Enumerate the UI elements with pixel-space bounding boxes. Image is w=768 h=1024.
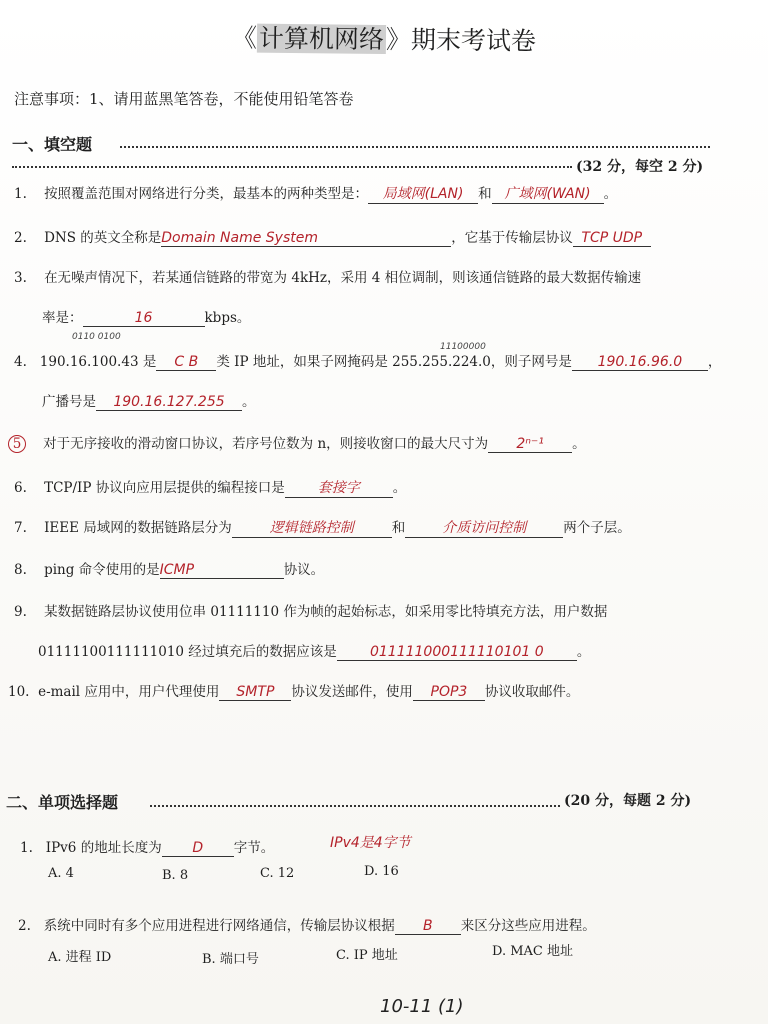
question-9: 9. 某数据链路层协议使用位串 01111110 作为帧的起始标志，如采用零比特填充方法，用户数据 bbox=[14, 604, 608, 620]
answer-7a[interactable]: 逻辑链路控制 bbox=[232, 517, 392, 538]
answer-7b[interactable]: 介质访问控制 bbox=[405, 517, 563, 538]
pencil-note-binary: 0110 0100 bbox=[72, 332, 121, 342]
page-number: 10-11 (1) bbox=[380, 996, 464, 1017]
question-1: 1. 按照覆盖范围对网络进行分类，最基本的两种类型是： 局域网(LAN) 和 广域网(WAN) 。 bbox=[14, 182, 617, 204]
question-8: 8. ping 命令使用的是ICMP 协议。 bbox=[14, 562, 325, 578]
choice-question-2: 2. 系统中同时有多个应用进程进行网络通信，传输层协议根据 B 来区分这些应用进程。 bbox=[18, 918, 596, 934]
choice-1-option-c[interactable]: C. 12 bbox=[260, 866, 295, 881]
answer-4c[interactable]: 190.16.127.255 bbox=[96, 394, 242, 411]
answer-4b[interactable]: 190.16.96.0 bbox=[572, 354, 708, 371]
choice-1-option-a[interactable]: A. 4 bbox=[48, 866, 74, 881]
question-7: 7. IEEE 局域网的数据链路层分为 逻辑链路控制 和 介质访问控制 两个子层。 bbox=[14, 516, 631, 538]
answer-1a[interactable]: 局域网(LAN) bbox=[368, 183, 478, 204]
answer-10b[interactable]: POP3 bbox=[413, 684, 485, 701]
question-3-line-2: 率是： 16 kbps。 bbox=[42, 310, 251, 326]
answer-5[interactable]: 2ⁿ⁻¹ bbox=[488, 436, 572, 453]
section-1-leader-2 bbox=[12, 166, 572, 168]
section-2-score: (20 分，每题 2 分) bbox=[564, 793, 692, 809]
page-title: 《计算机网络》期末考试卷 bbox=[231, 23, 537, 56]
question-6: 6. TCP/IP 协议向应用层提供的编程接口是 套接字 。 bbox=[14, 476, 406, 498]
question-4: 4. 190.16.100.43 是 C B 类 IP 地址，如果子网掩码是 255.255.224.0，则子网号是 190.16.96.0 ， bbox=[14, 354, 722, 370]
choice-answer-1[interactable]: D bbox=[162, 840, 234, 857]
answer-2b[interactable]: TCP UDP bbox=[573, 230, 651, 247]
pencil-note-mask: 11100000 bbox=[440, 342, 486, 352]
question-3: 3. 在无噪声情况下，若某通信链路的带宽为 4kHz，采用 4 相位调制，则该通信链路的最大数据传输速 bbox=[14, 270, 642, 286]
section-1-score: (32 分，每空 2 分) bbox=[576, 159, 704, 175]
choice-question-1: 1. IPv6 的地址长度为 D 字节。 bbox=[20, 840, 275, 856]
choice-1-option-b[interactable]: B. 8 bbox=[162, 868, 189, 883]
choice-2-option-a[interactable]: A. 进程 ID bbox=[48, 950, 112, 965]
answer-10a[interactable]: SMTP bbox=[219, 684, 291, 701]
section-1-leader bbox=[120, 146, 710, 148]
section-1-heading: 一、填空题 bbox=[12, 135, 93, 154]
answer-4a[interactable]: C B bbox=[156, 354, 216, 371]
answer-6[interactable]: 套接字 bbox=[285, 477, 393, 498]
section-2-heading: 二、单项选择题 bbox=[6, 793, 119, 812]
choice-2-option-d[interactable]: D. MAC 地址 bbox=[492, 944, 574, 959]
question-4-line-2: 广播号是 190.16.127.255 。 bbox=[42, 394, 256, 410]
choice-2-option-c[interactable]: C. IP 地址 bbox=[336, 948, 398, 963]
answer-2a[interactable]: Domain Name System bbox=[161, 230, 451, 247]
section-2-leader bbox=[150, 805, 560, 807]
choice-1-option-d[interactable]: D. 16 bbox=[364, 864, 399, 879]
handwritten-note-ipv4: IPv4是4字节 bbox=[330, 835, 411, 851]
answer-9[interactable]: 011111000111110101 0 bbox=[337, 644, 577, 661]
answer-3[interactable]: 16 bbox=[83, 310, 205, 327]
choice-answer-2[interactable]: B bbox=[395, 918, 461, 935]
question-9-line-2: 01111100111111010 经过填充后的数据应该是 011111000111110101 0 。 bbox=[38, 644, 591, 660]
answer-8[interactable]: ICMP bbox=[160, 562, 284, 579]
answer-1b[interactable]: 广域网(WAN) bbox=[492, 183, 604, 204]
choice-2-option-b[interactable]: B. 端口号 bbox=[202, 952, 259, 967]
question-5: 5 对于无序接收的滑动窗口协议，若序号位数为 n，则接收窗口的最大尺寸为 2ⁿ⁻¹ 。 bbox=[8, 432, 586, 453]
question-2: 2. DNS 的英文全称是Domain Name System ，它基于传输层协议 TCP UDP bbox=[14, 226, 651, 247]
question-10: 10. e-mail 应用中，用户代理使用 SMTP 协议发送邮件，使用 POP3 协议收取邮件。 bbox=[8, 684, 580, 700]
notice: 注意事项：1、请用蓝黑笔答卷，不能使用铅笔答卷 bbox=[14, 90, 354, 108]
